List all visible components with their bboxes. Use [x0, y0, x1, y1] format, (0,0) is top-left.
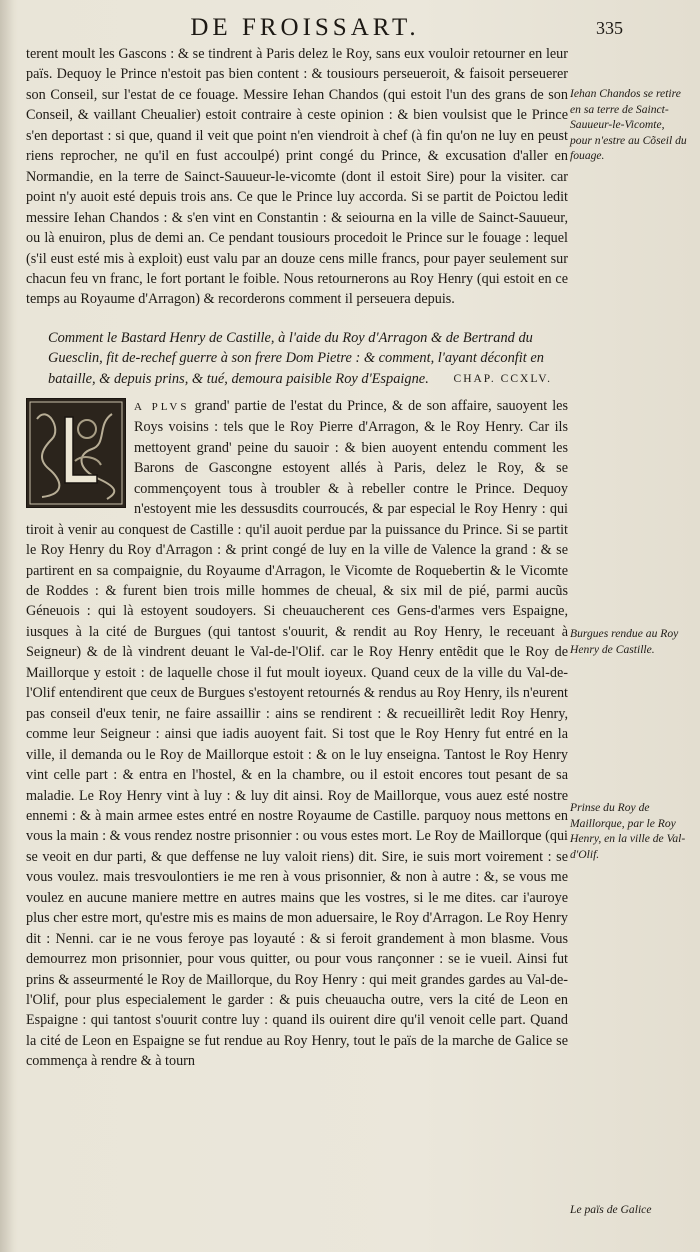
- paragraph-2: [26, 396, 568, 1072]
- main-text-column: [26, 44, 568, 1072]
- margin-note-maillorque: Prinse du Roy de Maillorque, par le Roy Henry, en la ville de Val-d'Olif.: [570, 801, 686, 861]
- decorated-initial-icon: [27, 399, 125, 507]
- margin-note-burgues: Burgues rendue au Roy Henry de Castille.: [570, 627, 679, 656]
- running-head-title: DE FROISSART.: [190, 14, 420, 41]
- decorated-initial-L: [26, 398, 126, 508]
- chapter-title: Comment le Bastard Henry de Castille, à l'aide du Roy d'Arragon & de Bertrand du Guesclin, fit de-rechef guerre à son frere Dom Pietre : & comment, l'ayant déconfit en bataille, & depuis prins, & tué, demoura paisible Roy d'Espaigne.: [48, 329, 544, 387]
- opening-small-caps: A PLVS: [134, 400, 190, 413]
- chapter-heading: [26, 328, 568, 390]
- gutter-shadow: [0, 0, 14, 1252]
- page-number: 335: [596, 18, 623, 38]
- paragraph-2-text: grand' partie de l'estat du Prince, & de son affaire, sauoyent les Roys voisins : tels que le Roy Pierre d'Arragon, & le Roy Henry. Car ils mettoyent grand' peine du sauoir : & bien auoyent entendu comment les Barons de Gascongne estoyent allés à Paris, delez le Roy, & se commençoyent tous à troubler & à rebeller contre le Prince. Dequoy n'estoyent mie les dessusdits courroucés, & par especial le Roy Henry : qui tiroit à venir au conquest de Castille : qu'il auoit perdue par la puissance du Prince. Si se partit le Roy Henry du Roy d'Arragon : & print congé de luy en la ville de Valence la grand : & se partirent en sa compaignie, du Royaume d'Arragon, le Vicomte de Roquebertin & le Vicomte de Roddes : & furent bien trois mille hommes de cheual, & six mil de pié, parmi aucũs Géneuois : qui là estoyent soudoyers. Si cheuaucherent ces Gens-d'armes vers Espaigne, iusques à la cité de Burgues (qui tantost s'ouurit, & rendit au Roy Henry, le receuant à Seigneur) & de là vindrent deuant le Val-de-l'Olif. car le Roy Henry entẽdit que le Roy de Maillorque y estoit : de laquelle chose il fut moult ioyeux. Quand ceux de la ville du Val-de-l'Olif entendirent que ceux de Burgues s'estoyent retournés & rendus au Roy Henry, ils n'eurent pas conseil d'eux tenir, ne faire assaillir : ains se rendirent : & recueillirẽt ledit Roy Henry, comme leur Seigneur : ainsi que iadis auoyent fait. Si tost que le Roy Henry fut entré en la ville, il demanda ou le Roy de Maillorque estoit : & on le luy enseigna. Tantost le Roy Henry vint celle part : & entra en l'hostel, & en la chambre, ou il estoit encores tout pesant de sa maladie. Le Roy Henry vint à luy : & luy dit ainsi. Roy de Maillorque, vous auez esté nostre ennemi : & à main armee estes entré en nostre Royaume de Castille. parquoy nous mettons en vous la main : & vous rendez nostre prisonnier : ou vous estes mort. Le Roy de Maillorque (qui se veoit en dur parti, & que deffense ne luy valoit riens) dit. Sire, ie suis mort voirement : se vous voulez. mais tresvoulontiers ie me ren à vous prisonnier, & non à autre : &, se vous me voulez en aucune maniere mettre en autres mains que les vostres, si le me dites. car i'auroye plus cher estre mort, qu'estre mis es mains de mon aduersaire, le Roy d'Arragon. Le Roy Henry dit : Nenni. car ie ne vous feroye pas loyauté : & si feroit grandement à mon blasme. Vous demourrez mon prisonnier, pour vous quitter, ou pour vous rançonner : se ie vueil. Ainsi fut prins & asseurmenté le Roy de Maillorque, du Roy Henry : qui meit grandes gardes au Val-de-l'Olif, pour plus especialement le garder : & puis cheuaucha outre, vers la cité de Leon en Espaigne : qui tantost s'ouurit contre luy : quand ils ouirent dire qu'il venoit celle part. Quand la cité de Leon en Espaigne se fut rendue au Roy Henry, tout le païs de la marche de Galice se commença à rendre & à tourn: [26, 397, 568, 1070]
- margin-note-chandos: Iehan Chandos se retire en sa terre de Sainct-Sauueur-le-Vicomte, pour n'estre au Cõseil du fouage.: [570, 87, 687, 162]
- margin-note-galice: Le païs de Galice: [570, 1203, 652, 1216]
- paragraph-1: terent moult les Gascons : & se tindrent à Paris delez le Roy, sans eux vouloir retourner en leur païs. Dequoy le Prince n'estoit pas bien content : & tousiours perseueroit, & faisoit perseuerer son Conseil, sur l'estat de ce fouage. Messire Iehan Chandos (qui estoit l'un des grans de son Conseil, & vaillant Cheualier) estoit contraire à ceste opinion : & bien voulsist que le Prince s'en deportast : si que, quand il veit que point n'en viendroit à chef (à fin qu'on ne luy en peust riens reprocher, ne qu'il en fust accoulpé) print congé du Prince, & excusation d'aller en Normandie, en la terre de Sainct-Sauueur-le-vicomte (dont il estoit Sire) pour la visiter. car point n'y auoit esté depuis trois ans. Ce que le Prince luy accorda. Si se partit de Poictou ledit messire Iehan Chandos : & s'en vint en Constantin : & seiourna en la ville de Sainct-Sauueur, ou là enuiron, plus de demi an. Ce pendant tousiours procedoit le Prince sur le fouage : lequel (s'il eust esté mis à exploit) eust valu par an douze cens mille francs, pour payer seulement sur chacun feu vn franc, le fort portant le foible. Nous retournerons au Roy Henry (qui estoit en ce temps au Royaume d'Arragon) & recorderons comment il perseuera depuis.: [26, 46, 568, 308]
- chapter-number: CHAP. CCXLV.: [453, 373, 552, 386]
